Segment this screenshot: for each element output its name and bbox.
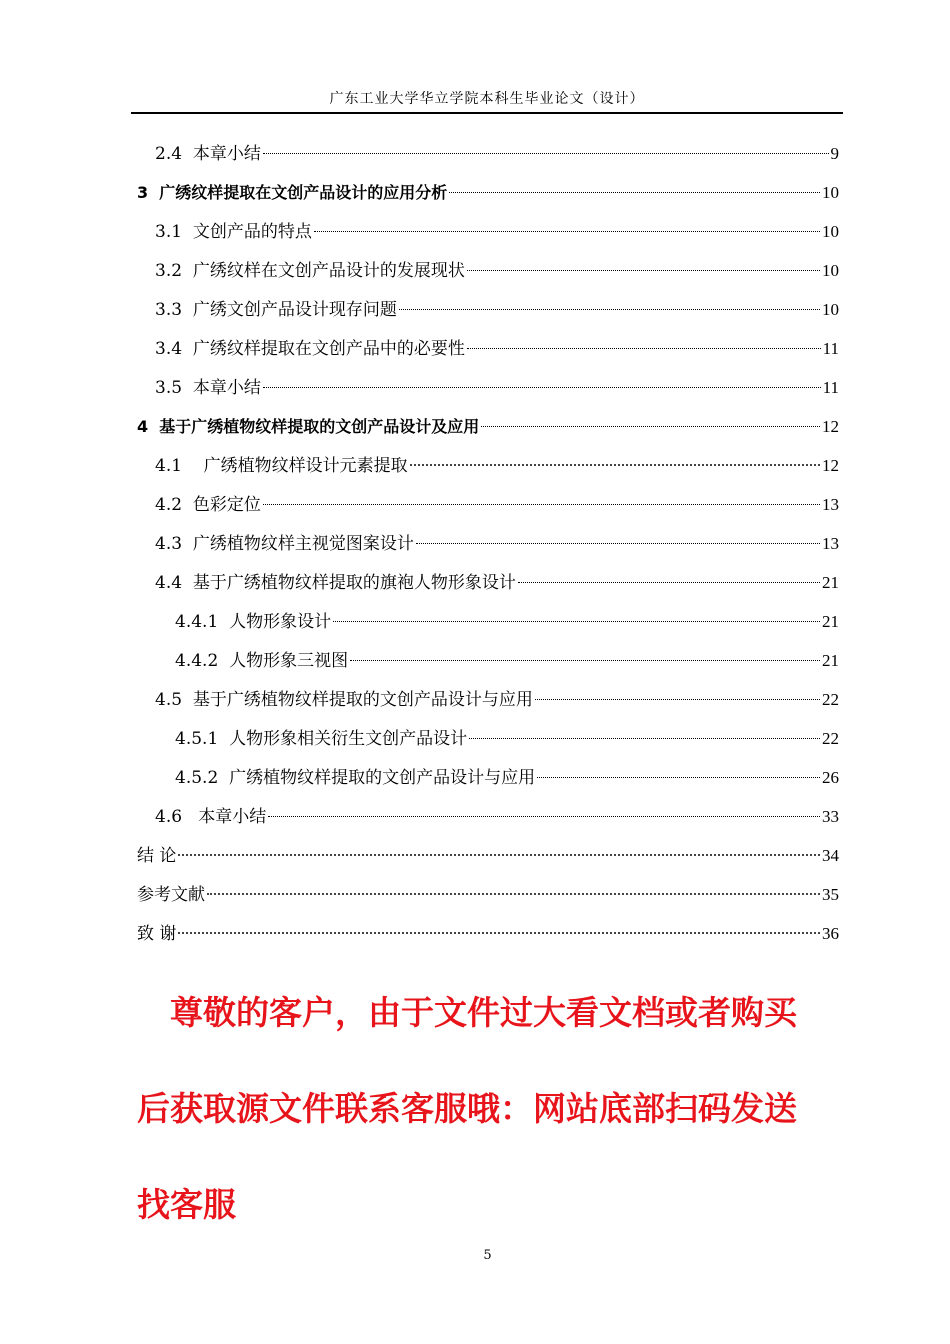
toc-entry-title: 广绣纹样提取在文创产品中的必要性 bbox=[192, 339, 465, 359]
toc-entry-number: 3.1 bbox=[155, 222, 193, 242]
toc-dot-leader bbox=[481, 426, 820, 427]
toc-dot-leader bbox=[449, 192, 820, 193]
toc-entry-title: 广绣植物纹样设计元素提取 bbox=[203, 456, 408, 476]
page-number: 5 bbox=[483, 1248, 492, 1263]
toc-entry-number: 3.4 bbox=[155, 339, 193, 359]
toc-entry-title: 本章小结 bbox=[192, 144, 261, 164]
toc-entry-page: 9 bbox=[830, 144, 839, 163]
toc-entry-title: 参考文献 bbox=[137, 885, 205, 905]
header-divider bbox=[131, 112, 843, 114]
toc-dot-leader bbox=[333, 621, 820, 622]
toc-entry-page: 21 bbox=[822, 651, 839, 670]
toc-entry-page: 34 bbox=[822, 846, 839, 865]
toc-entry-number: 4.1 bbox=[155, 456, 204, 476]
toc-entry[interactable] bbox=[137, 803, 839, 842]
toc-entry-title: 结 论 bbox=[137, 846, 177, 866]
toc-entry-number: 4.5 bbox=[155, 690, 193, 710]
toc-entry[interactable] bbox=[137, 179, 839, 218]
toc-dot-leader bbox=[467, 270, 820, 271]
toc-entry-title: 基于广绣植物纹样提取的文创产品设计与应用 bbox=[192, 690, 533, 710]
toc-dot-leader bbox=[314, 231, 820, 232]
toc-entry-page: 35 bbox=[822, 885, 839, 904]
toc-entry[interactable] bbox=[137, 413, 839, 452]
toc-entry[interactable] bbox=[137, 140, 839, 179]
toc-entry-number: 3.5 bbox=[155, 378, 193, 398]
toc-entry[interactable] bbox=[137, 842, 839, 881]
toc-entry-page: 22 bbox=[822, 729, 839, 748]
toc-entry-number: 2.4 bbox=[155, 144, 193, 164]
toc-entry[interactable] bbox=[137, 686, 839, 725]
toc-entry-title: 广绣纹样在文创产品设计的发展现状 bbox=[192, 261, 465, 281]
toc-entry-number: 4.2 bbox=[155, 495, 193, 515]
toc-dot-leader bbox=[467, 348, 821, 349]
notice-line-3: 找客服 bbox=[137, 1185, 236, 1224]
notice-line-2: 后获取源文件联系客服哦：网站底部扫码发送 bbox=[137, 1089, 797, 1128]
toc-dot-leader bbox=[268, 816, 820, 817]
toc-entry[interactable] bbox=[137, 335, 839, 374]
toc-dot-leader bbox=[207, 893, 820, 895]
table-of-contents bbox=[137, 140, 839, 959]
toc-entry-page: 26 bbox=[822, 768, 839, 787]
toc-entry-page: 12 bbox=[822, 417, 839, 436]
toc-dot-leader bbox=[350, 660, 820, 661]
toc-entry-title: 人物形象三视图 bbox=[229, 651, 349, 671]
toc-entry[interactable] bbox=[137, 218, 839, 257]
toc-entry-title: 广绣纹样提取在文创产品设计的应用分析 bbox=[159, 183, 448, 202]
toc-entry[interactable] bbox=[137, 569, 839, 608]
toc-entry-page: 36 bbox=[822, 924, 839, 943]
toc-entry-title: 基于广绣植物纹样提取的旗袍人物形象设计 bbox=[192, 573, 516, 593]
toc-entry-page: 13 bbox=[822, 495, 839, 514]
toc-entry-page: 10 bbox=[822, 300, 839, 319]
toc-dot-leader bbox=[416, 543, 820, 544]
toc-entry-page: 10 bbox=[822, 261, 839, 280]
toc-entry-number: 4.5.2 bbox=[175, 768, 230, 788]
toc-entry-title: 色彩定位 bbox=[192, 495, 261, 515]
toc-entry-number: 4.5.1 bbox=[175, 729, 230, 749]
toc-entry[interactable] bbox=[137, 491, 839, 530]
toc-entry-title: 广绣文创产品设计现存问题 bbox=[192, 300, 397, 320]
toc-entry-title: 人物形象相关衍生文创产品设计 bbox=[229, 729, 468, 749]
toc-entry-page: 33 bbox=[822, 807, 839, 826]
toc-entry[interactable] bbox=[137, 647, 839, 686]
customer-notice bbox=[137, 965, 839, 1253]
toc-entry[interactable] bbox=[137, 881, 839, 920]
toc-entry-page: 21 bbox=[822, 612, 839, 631]
toc-entry-number: 4.4 bbox=[155, 573, 193, 593]
toc-entry-number: 3.3 bbox=[155, 300, 193, 320]
toc-entry-page: 11 bbox=[822, 339, 839, 358]
toc-entry-page: 13 bbox=[822, 534, 839, 553]
toc-entry-title: 广绣植物纹样主视觉图案设计 bbox=[192, 534, 414, 554]
toc-entry[interactable] bbox=[137, 257, 839, 296]
toc-dot-leader bbox=[263, 387, 821, 388]
toc-entry-title: 人物形象设计 bbox=[229, 612, 332, 632]
toc-entry-page: 11 bbox=[822, 378, 839, 397]
toc-dot-leader bbox=[263, 504, 820, 505]
toc-entry[interactable] bbox=[137, 452, 839, 491]
toc-dot-leader bbox=[399, 309, 820, 310]
toc-entry-number: 4 bbox=[137, 417, 160, 436]
toc-entry[interactable] bbox=[137, 530, 839, 569]
toc-entry-number: 4.4.2 bbox=[175, 651, 230, 671]
notice-line-1: 尊敬的客户，由于文件过大看文档或者购买 bbox=[170, 993, 797, 1032]
toc-dot-leader bbox=[410, 464, 820, 466]
toc-dot-leader bbox=[263, 153, 829, 154]
toc-entry-page: 10 bbox=[822, 183, 839, 202]
toc-entry-page: 12 bbox=[822, 456, 839, 475]
toc-entry[interactable] bbox=[137, 920, 839, 959]
toc-entry-page: 21 bbox=[822, 573, 839, 592]
toc-entry-number: 4.4.1 bbox=[175, 612, 230, 632]
page-header: 广东工业大学华立学院本科生毕业论文（设计） bbox=[329, 91, 645, 107]
toc-dot-leader bbox=[469, 738, 820, 739]
toc-entry-page: 10 bbox=[822, 222, 839, 241]
toc-entry-title: 文创产品的特点 bbox=[192, 222, 312, 242]
toc-entry[interactable] bbox=[137, 374, 839, 413]
toc-dot-leader bbox=[518, 582, 820, 583]
toc-entry-title: 致 谢 bbox=[137, 924, 177, 944]
toc-entry[interactable] bbox=[137, 296, 839, 335]
toc-entry[interactable] bbox=[137, 725, 839, 764]
toc-dot-leader bbox=[535, 699, 820, 700]
toc-entry[interactable] bbox=[137, 764, 839, 803]
toc-dot-leader bbox=[178, 932, 820, 934]
toc-entry-number: 4.6 bbox=[155, 807, 199, 827]
toc-entry-number: 3.2 bbox=[155, 261, 193, 281]
toc-entry-title: 本章小结 bbox=[192, 378, 261, 398]
toc-dot-leader bbox=[178, 854, 820, 856]
toc-dot-leader bbox=[537, 777, 820, 778]
toc-entry-title: 本章小结 bbox=[198, 807, 267, 827]
toc-entry-title: 广绣植物纹样提取的文创产品设计与应用 bbox=[229, 768, 536, 788]
toc-entry[interactable] bbox=[137, 608, 839, 647]
toc-entry-number: 3 bbox=[137, 183, 160, 202]
toc-entry-title: 基于广绣植物纹样提取的文创产品设计及应用 bbox=[159, 417, 480, 436]
toc-entry-page: 22 bbox=[822, 690, 839, 709]
toc-entry-number: 4.3 bbox=[155, 534, 193, 554]
